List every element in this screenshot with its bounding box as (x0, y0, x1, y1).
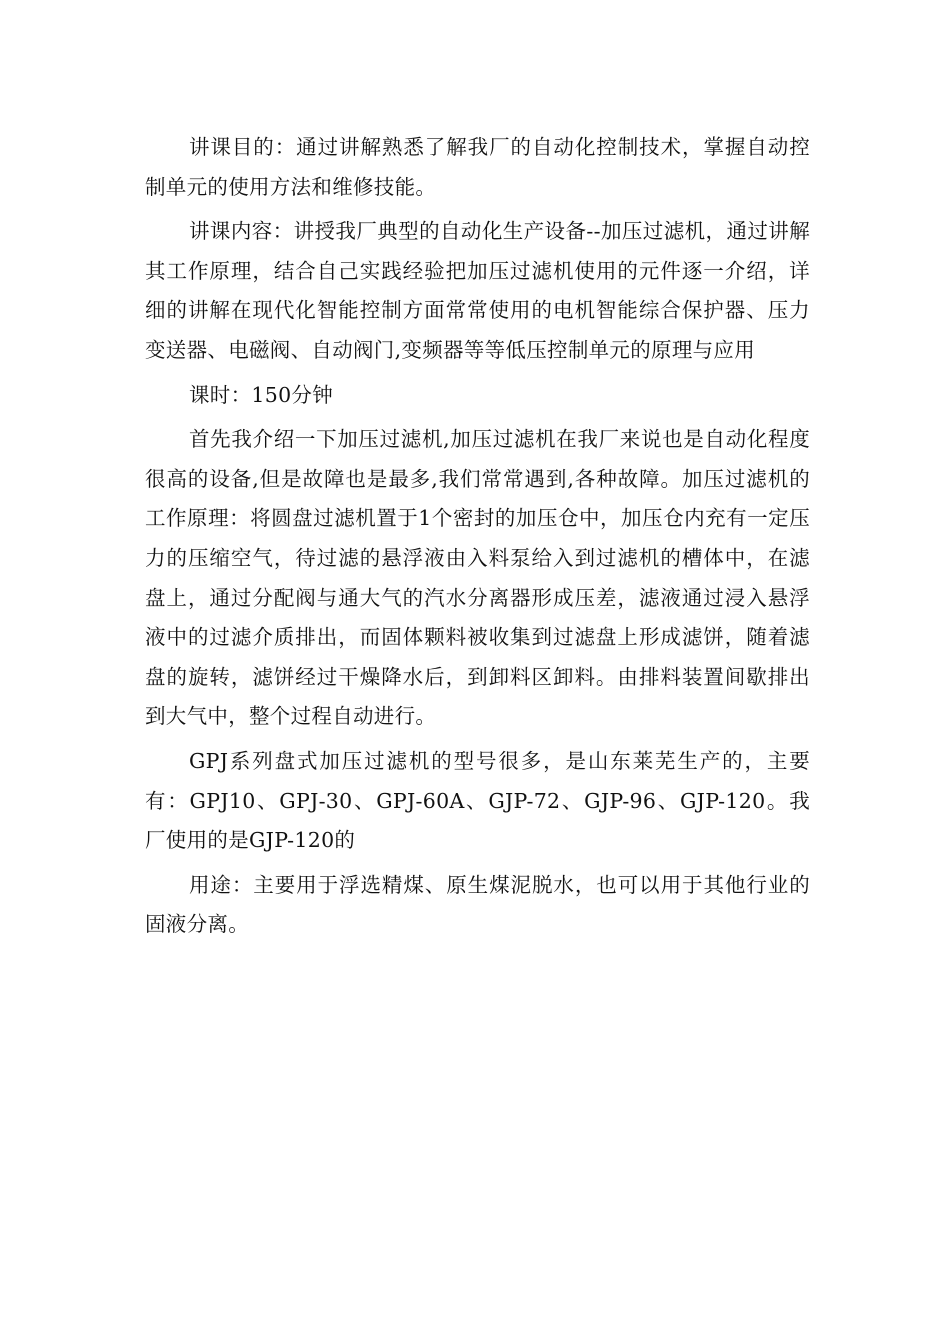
paragraph-lecture-purpose: 讲课目的：通过讲解熟悉了解我厂的自动化控制技术，掌握自动控制单元的使用方法和维修技能。 (145, 135, 810, 199)
paragraph-usage: 用途：主要用于浮选精煤、原生煤泥脱水，也可以用于其他行业的固液分离。 (145, 872, 810, 937)
document-body (145, 128, 810, 945)
paragraph-gpj-models: GPJ系列盘式加压过滤机的型号很多，是山东莱芜生产的，主要有：GPJ10、GPJ-30、GPJ-60A、GJP-72、GJP-96、GJP-120。我厂使用的是GJP-120的 (145, 748, 810, 853)
paragraph-lecture-content: 讲课内容：讲授我厂典型的自动化生产设备--加压过滤机，通过讲解其工作原理，结合自己实践经验把加压过滤机使用的元件逐一介绍，详细的讲解在现代化智能控制方面常常使用的电机智能综合保护器、压力变送器、电磁阀、自动阀门,变频器等等低压控制单元的原理与应用 (145, 219, 810, 362)
paragraph-lecture-duration: 课时：150分钟 (189, 382, 334, 407)
paragraph-filter-principle: 首先我介绍一下加压过滤机,加压过滤机在我厂来说也是自动化程度很高的设备,但是故障也是最多,我们常常遇到,各种故障。加压过滤机的工作原理：将圆盘过滤机置于1个密封的加压仓中，加压仓内充有一定压力的压缩空气，待过滤的悬浮液由入料泵给入到过滤机的槽体中，在滤盘上，通过分配阀与通大气的汽水分离器形成压差，滤液通过浸入悬浮液中的过滤介质排出，而固体颗料被收集到过滤盘上形成滤饼，随着滤盘的旋转，滤饼经过干燥降水后，到卸料区卸料。由排料装置间歇排出到大气中，整个过程自动进行。 (145, 427, 810, 729)
